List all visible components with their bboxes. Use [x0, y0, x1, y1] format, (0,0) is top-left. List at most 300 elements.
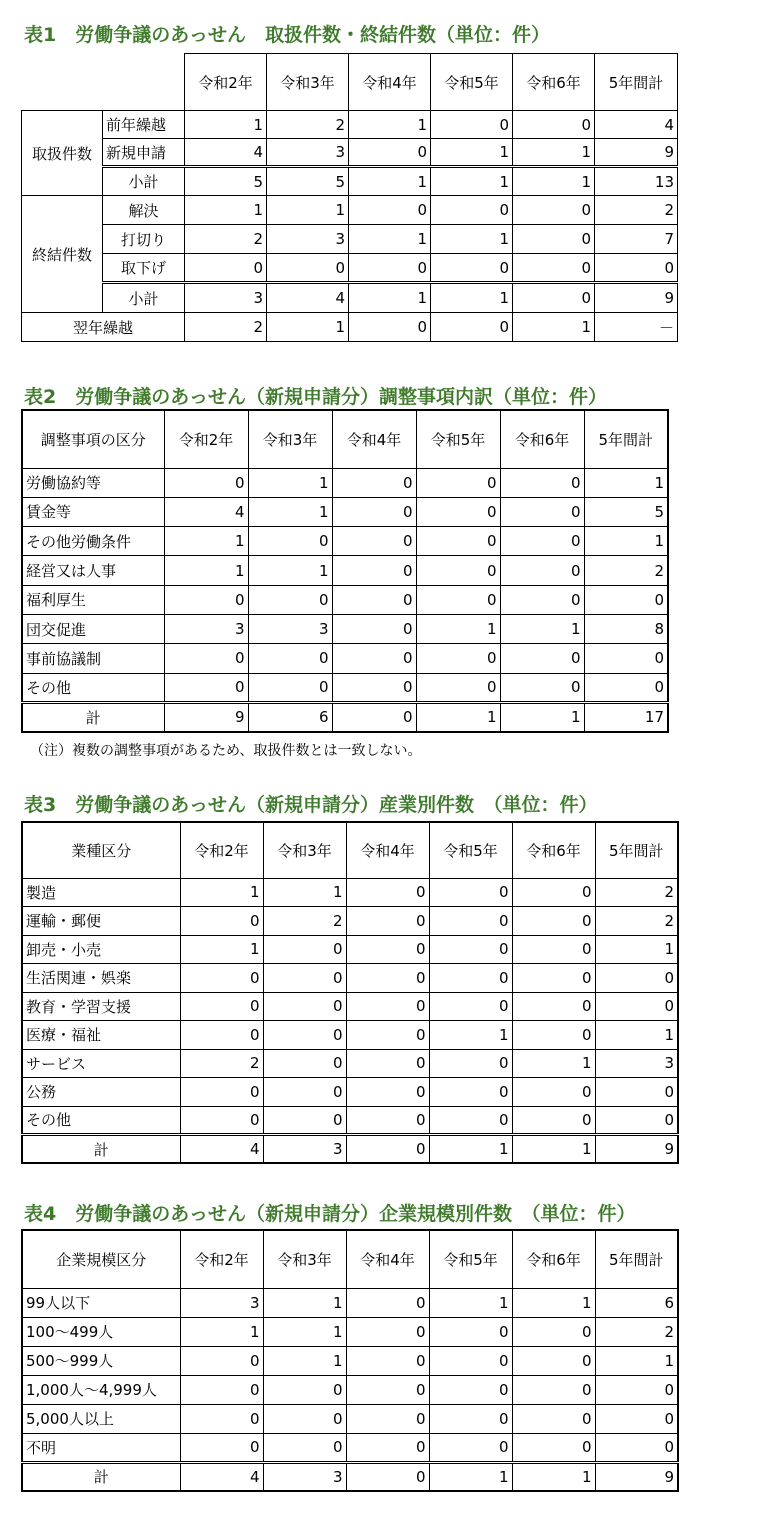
cell: 6: [248, 702, 332, 731]
cell: 0: [429, 964, 512, 993]
row-label: 生活関連・娯楽: [22, 964, 180, 993]
total-label: 計: [22, 1462, 180, 1491]
cell: 0: [512, 1078, 595, 1107]
year-header: 令和4年: [346, 822, 429, 878]
cell: 2: [185, 225, 267, 254]
table-row: [22, 283, 678, 313]
cell: 3: [263, 1135, 346, 1164]
cell: 0: [500, 673, 584, 702]
cell: 0: [500, 527, 584, 556]
cell: 6: [595, 1288, 678, 1317]
cell: 3: [164, 614, 248, 643]
year-header: 令和6年: [500, 410, 584, 468]
cell: 2: [595, 878, 678, 907]
cell: 9: [164, 702, 248, 731]
table-row: [22, 992, 678, 1021]
cell: 0: [500, 497, 584, 526]
year-header: 令和5年: [429, 1230, 512, 1288]
total-header: 5年間計: [595, 822, 678, 878]
cell: 0: [263, 1078, 346, 1107]
cell: 0: [584, 644, 668, 673]
cell: 0: [332, 468, 416, 497]
year-header: 令和3年: [263, 822, 346, 878]
cell: 0: [180, 1346, 263, 1375]
cell: 0: [332, 614, 416, 643]
total-label: 計: [22, 1135, 180, 1164]
total-row: [22, 1462, 678, 1491]
cell: 1: [416, 702, 500, 731]
cell: 0: [513, 283, 595, 313]
cell: 1: [429, 1462, 512, 1491]
cell: 0: [429, 1375, 512, 1404]
cell: 0: [429, 878, 512, 907]
table-row: [22, 468, 668, 497]
table3: [21, 821, 679, 1164]
cell: 0: [429, 1433, 512, 1462]
cell: 1: [349, 283, 431, 313]
cell: 1: [595, 1346, 678, 1375]
cell: 0: [180, 1433, 263, 1462]
row-label: 公務: [22, 1078, 180, 1107]
cell: 0: [429, 1346, 512, 1375]
cell: 0: [346, 1462, 429, 1491]
table4-title: 表4 労働争議のあっせん（新規申請分）企業規模別件数 （単位：件）: [24, 1203, 636, 1225]
cell: 0: [332, 673, 416, 702]
cell: 0: [431, 313, 513, 342]
cell: －: [595, 313, 678, 342]
cell: 0: [346, 964, 429, 993]
cell: 4: [595, 111, 678, 139]
cell: 1: [267, 313, 349, 342]
cell: 1: [164, 527, 248, 556]
cell: 3: [180, 1288, 263, 1317]
cell: 0: [332, 527, 416, 556]
cell: 1: [180, 935, 263, 964]
cell: 0: [349, 254, 431, 283]
row-label: 前年繰越: [103, 111, 185, 139]
row-label: 不明: [22, 1433, 180, 1462]
category-header: 企業規模区分: [22, 1230, 180, 1288]
table-row: [22, 167, 678, 196]
row-label: 100～499人: [22, 1317, 180, 1346]
cell: 0: [416, 497, 500, 526]
cell: 3: [248, 614, 332, 643]
row-label: 小計: [103, 283, 185, 313]
table2-header-row: [22, 410, 668, 468]
row-label: 卸売・小売: [22, 935, 180, 964]
cell: 0: [429, 1049, 512, 1078]
cell: 1: [513, 167, 595, 196]
cell: 0: [512, 907, 595, 936]
cell: 1: [349, 225, 431, 254]
table-row: [22, 1317, 678, 1346]
table-row: [22, 1375, 678, 1404]
cell: 1: [595, 935, 678, 964]
cell: 0: [346, 1433, 429, 1462]
row-label: 団交促進: [22, 614, 164, 643]
table-row: [22, 964, 678, 993]
cell: 0: [263, 935, 346, 964]
cell: 0: [416, 468, 500, 497]
cell: 1: [263, 1288, 346, 1317]
cell: 3: [267, 225, 349, 254]
cell: 0: [513, 196, 595, 225]
row-label: 小計: [103, 167, 185, 196]
cell: 0: [512, 878, 595, 907]
table-row: [22, 1021, 678, 1050]
cell: 0: [346, 1375, 429, 1404]
year-header: 令和5年: [416, 410, 500, 468]
year-header: 令和2年: [180, 822, 263, 878]
cell: 0: [512, 964, 595, 993]
cell: 0: [512, 1346, 595, 1375]
cell: 0: [332, 702, 416, 731]
cell: 0: [416, 644, 500, 673]
year-header: 令和2年: [180, 1230, 263, 1288]
cell: 0: [346, 1049, 429, 1078]
row-label: 解決: [103, 196, 185, 225]
cell: 0: [429, 935, 512, 964]
cell: 0: [512, 992, 595, 1021]
cell: 0: [513, 254, 595, 283]
cell: 0: [346, 1078, 429, 1107]
year-header: 令和3年: [263, 1230, 346, 1288]
cell: 1: [185, 111, 267, 139]
cell: 0: [500, 585, 584, 614]
cell: 0: [595, 1404, 678, 1433]
cell: 1: [431, 283, 513, 313]
year-header: 令和4年: [346, 1230, 429, 1288]
cell: 0: [180, 1078, 263, 1107]
cell: 0: [595, 1106, 678, 1135]
table-row: [22, 111, 678, 139]
category-header: 業種区分: [22, 822, 180, 878]
table-row: [22, 497, 668, 526]
cell: 1: [248, 468, 332, 497]
table2-note: （注）複数の調整事項があるため、取扱件数とは一致しない。: [30, 743, 422, 759]
cell: 0: [332, 497, 416, 526]
cell: 1: [500, 614, 584, 643]
year-header: 令和5年: [429, 822, 512, 878]
cell: 0: [512, 1021, 595, 1050]
cell: 0: [429, 992, 512, 1021]
cell: 1: [263, 1317, 346, 1346]
cell: 3: [267, 139, 349, 167]
cell: 0: [185, 254, 267, 283]
cell: 17: [584, 702, 668, 731]
cell: 0: [512, 1404, 595, 1433]
cell: 0: [431, 254, 513, 283]
cell: 9: [595, 283, 678, 313]
cell: 1: [429, 1021, 512, 1050]
cell: 2: [595, 196, 678, 225]
cell: 0: [346, 1021, 429, 1050]
year-header: 令和5年: [431, 54, 513, 111]
cell: 0: [512, 1106, 595, 1135]
cell: 3: [263, 1462, 346, 1491]
table1-corner: [22, 54, 185, 111]
cell: 0: [180, 1021, 263, 1050]
cell: 0: [263, 1049, 346, 1078]
cell: 2: [185, 313, 267, 342]
cell: 1: [267, 196, 349, 225]
cell: 0: [500, 468, 584, 497]
cell: 0: [180, 1106, 263, 1135]
cell: 9: [595, 1135, 678, 1164]
row-label: 労働協約等: [22, 468, 164, 497]
cell: 0: [584, 673, 668, 702]
cell: 0: [349, 139, 431, 167]
table2: [21, 409, 669, 733]
cell: 1: [180, 878, 263, 907]
cell: 9: [595, 139, 678, 167]
cell: 2: [595, 907, 678, 936]
cell: 1: [263, 878, 346, 907]
cell: 3: [595, 1049, 678, 1078]
cell: 0: [595, 992, 678, 1021]
cell: 1: [164, 556, 248, 585]
cell: 1: [349, 167, 431, 196]
row-label: 事前協議制: [22, 644, 164, 673]
cell: 0: [431, 111, 513, 139]
table1-title: 表1 労働争議のあっせん 取扱件数・終結件数（単位：件）: [24, 24, 551, 46]
cell: 0: [346, 1106, 429, 1135]
category-header: 調整事項の区分: [22, 410, 164, 468]
row-label: 福利厚生: [22, 585, 164, 614]
cell: 0: [513, 111, 595, 139]
cell: 0: [349, 313, 431, 342]
cell: 1: [416, 614, 500, 643]
year-header: 令和3年: [248, 410, 332, 468]
table-row: [22, 139, 678, 167]
cell: 0: [429, 1404, 512, 1433]
cell: 1: [180, 1317, 263, 1346]
cell: 0: [431, 196, 513, 225]
cell: 0: [512, 1375, 595, 1404]
cell: 0: [267, 254, 349, 283]
table-row: [22, 907, 678, 936]
cell: 0: [500, 644, 584, 673]
cell: 0: [346, 1288, 429, 1317]
cell: 1: [429, 1135, 512, 1164]
cell: 0: [263, 1106, 346, 1135]
row-label: 5,000人以上: [22, 1404, 180, 1433]
cell: 1: [248, 556, 332, 585]
cell: 5: [584, 497, 668, 526]
cell: 0: [346, 1317, 429, 1346]
cell: 1: [513, 139, 595, 167]
cell: 1: [431, 225, 513, 254]
cell: 0: [512, 1433, 595, 1462]
cell: 1: [263, 1346, 346, 1375]
cell: 1: [185, 196, 267, 225]
year-header: 令和6年: [513, 54, 595, 111]
table-row: [22, 673, 668, 702]
cell: 0: [346, 907, 429, 936]
cell: 0: [429, 1106, 512, 1135]
cell: 0: [584, 585, 668, 614]
total-label: 計: [22, 702, 164, 731]
row-label: 翌年繰越: [22, 313, 185, 342]
cell: 1: [595, 1021, 678, 1050]
cell: 0: [263, 992, 346, 1021]
table4-header-row: [22, 1230, 678, 1288]
cell: 5: [185, 167, 267, 196]
cell: 0: [164, 468, 248, 497]
cell: 0: [346, 935, 429, 964]
cell: 1: [512, 1135, 595, 1164]
cell: 0: [595, 254, 678, 283]
cell: 0: [429, 907, 512, 936]
cell: 1: [513, 313, 595, 342]
table3-header-row: [22, 822, 678, 878]
cell: 0: [512, 1317, 595, 1346]
cell: 0: [180, 907, 263, 936]
cell: 0: [416, 527, 500, 556]
table1: [21, 53, 678, 342]
total-header: 5年間計: [595, 1230, 678, 1288]
year-header: 令和6年: [512, 1230, 595, 1288]
cell: 0: [513, 225, 595, 254]
cell: 0: [429, 1317, 512, 1346]
table-row: [22, 527, 668, 556]
row-label: その他: [22, 673, 164, 702]
cell: 0: [595, 964, 678, 993]
table-row: [22, 254, 678, 283]
cell: 4: [267, 283, 349, 313]
cell: 0: [500, 556, 584, 585]
group-label-concluded: 終結件数: [22, 196, 103, 313]
cell: 0: [263, 1375, 346, 1404]
table-row: [22, 313, 678, 342]
table-row: [22, 585, 668, 614]
cell: 0: [248, 673, 332, 702]
year-header: 令和3年: [267, 54, 349, 111]
table-row: [22, 225, 678, 254]
table-row: [22, 878, 678, 907]
cell: 0: [346, 1404, 429, 1433]
cell: 0: [180, 1404, 263, 1433]
row-label: 打切り: [103, 225, 185, 254]
cell: 1: [431, 167, 513, 196]
table-row: [22, 1433, 678, 1462]
cell: 9: [595, 1462, 678, 1491]
cell: 0: [349, 196, 431, 225]
cell: 0: [180, 992, 263, 1021]
cell: 1: [584, 468, 668, 497]
cell: 4: [185, 139, 267, 167]
table-row: [22, 1346, 678, 1375]
cell: 0: [164, 585, 248, 614]
cell: 5: [267, 167, 349, 196]
cell: 0: [164, 673, 248, 702]
table3-title: 表3 労働争議のあっせん（新規申請分）産業別件数 （単位：件）: [24, 794, 598, 816]
table-row: [22, 196, 678, 225]
cell: 2: [595, 1317, 678, 1346]
cell: 0: [263, 1404, 346, 1433]
cell: 2: [263, 907, 346, 936]
cell: 0: [346, 1135, 429, 1164]
cell: 1: [500, 702, 584, 731]
cell: 0: [595, 1078, 678, 1107]
cell: 0: [416, 556, 500, 585]
cell: 0: [416, 585, 500, 614]
table-row: [22, 1288, 678, 1317]
cell: 0: [429, 1078, 512, 1107]
group-label-handled: 取扱件数: [22, 111, 103, 196]
table-row: [22, 556, 668, 585]
cell: 0: [346, 878, 429, 907]
cell: 0: [595, 1433, 678, 1462]
cell: 4: [164, 497, 248, 526]
cell: 1: [512, 1462, 595, 1491]
cell: 1: [512, 1288, 595, 1317]
row-label: 教育・学習支援: [22, 992, 180, 1021]
table-row: [22, 614, 668, 643]
cell: 1: [349, 111, 431, 139]
row-label: その他: [22, 1106, 180, 1135]
row-label: 賃金等: [22, 497, 164, 526]
table-row: [22, 644, 668, 673]
cell: 0: [180, 1375, 263, 1404]
year-header: 令和2年: [164, 410, 248, 468]
table-row: [22, 935, 678, 964]
row-label: 製造: [22, 878, 180, 907]
cell: 1: [429, 1288, 512, 1317]
cell: 0: [164, 644, 248, 673]
cell: 1: [584, 527, 668, 556]
table1-header-row: [22, 54, 678, 111]
table-row: [22, 1078, 678, 1107]
cell: 1: [248, 497, 332, 526]
table-row: [22, 1049, 678, 1078]
row-label: 500～999人: [22, 1346, 180, 1375]
table2-title: 表2 労働争議のあっせん（新規申請分）調整事項内訳（単位：件）: [24, 386, 608, 408]
row-label: 新規申請: [103, 139, 185, 167]
cell: 2: [267, 111, 349, 139]
row-label: 経営又は人事: [22, 556, 164, 585]
cell: 0: [248, 527, 332, 556]
cell: 0: [332, 644, 416, 673]
cell: 8: [584, 614, 668, 643]
cell: 0: [180, 964, 263, 993]
row-label: 99人以下: [22, 1288, 180, 1317]
cell: 0: [346, 992, 429, 1021]
year-header: 令和4年: [332, 410, 416, 468]
total-header: 5年間計: [584, 410, 668, 468]
total-row: [22, 1135, 678, 1164]
cell: 7: [595, 225, 678, 254]
cell: 1: [512, 1049, 595, 1078]
table-row: [22, 1404, 678, 1433]
total-header: 5年間計: [595, 54, 678, 111]
row-label: その他労働条件: [22, 527, 164, 556]
cell: 3: [185, 283, 267, 313]
cell: 4: [180, 1462, 263, 1491]
cell: 13: [595, 167, 678, 196]
cell: 2: [180, 1049, 263, 1078]
row-label: 運輸・郵便: [22, 907, 180, 936]
cell: 0: [263, 964, 346, 993]
row-label: 1,000人～4,999人: [22, 1375, 180, 1404]
cell: 0: [332, 585, 416, 614]
table-row: [22, 1106, 678, 1135]
cell: 0: [416, 673, 500, 702]
cell: 0: [332, 556, 416, 585]
year-header: 令和2年: [185, 54, 267, 111]
cell: 0: [263, 1021, 346, 1050]
cell: 2: [584, 556, 668, 585]
